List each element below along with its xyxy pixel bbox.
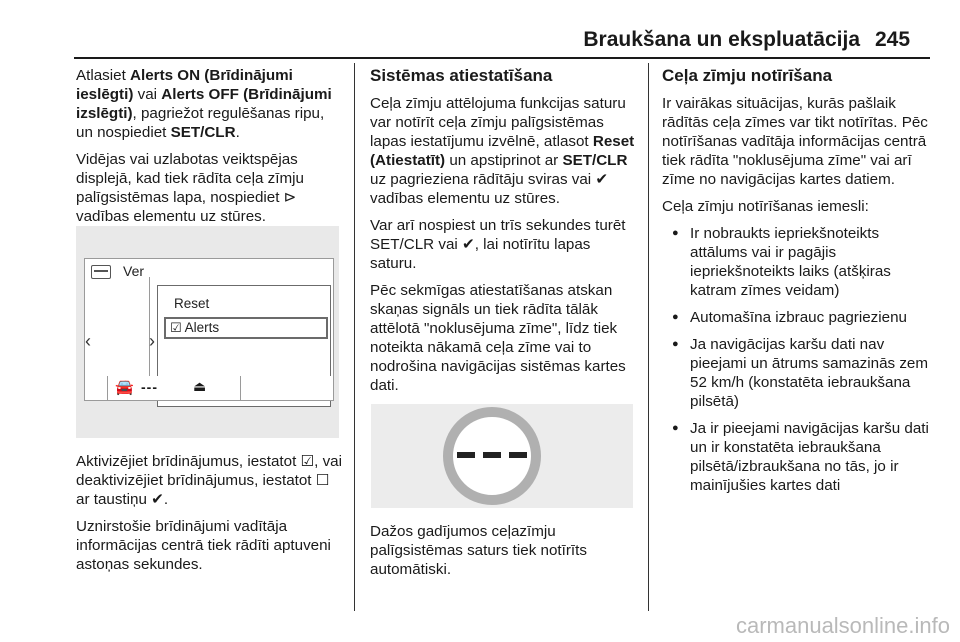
column-left-lower bbox=[76, 452, 344, 582]
chevron-left-icon: ‹ bbox=[85, 331, 91, 351]
figure-settings-menu bbox=[76, 226, 339, 438]
list-item: ● Ja navigācijas karšu dati nav pieejami un ātrums samazinās zem 52 km/h (konstatēta iebraukšana pilsētā) bbox=[662, 335, 932, 411]
paragraph-clearing: Ir vairākas situācijas, kurās pašlaik rādītās ceļa zīmes var tikt notīrītas. Pēc notīrīšanas vadītāja informācijas centrā tiek rādīta "noklusējuma zīme" vai arī zīme no navigācijas kartes datiem. bbox=[662, 95, 928, 188]
paragraph-display: Vidējas vai uzlabotas veiktspējas displejā, kad tiek rādīta ceļa zīmju palīgsistēmas lapa, nospiediet ⊳ vadības elementu uz stūres. bbox=[76, 151, 304, 225]
paragraph-hold: Var arī nospiest un trīs sekundes turēt SET/CLR vai ✔, lai notīrītu lapas saturu. bbox=[370, 217, 626, 272]
column-divider bbox=[648, 63, 649, 611]
car-assist-icon: 🚘 bbox=[115, 379, 134, 396]
default-sign-dash-icon: --- bbox=[141, 379, 158, 395]
text: uz pagrieziena rādītāju sviras vai ✔ vadības elementu uz stūres. bbox=[370, 171, 609, 207]
column-divider bbox=[354, 63, 355, 611]
page-number: 245 bbox=[875, 28, 911, 51]
watermark: carmanualsonline.info bbox=[735, 613, 950, 638]
bold-term: Alerts ON (Brīdinājumi ieslēgti) bbox=[76, 67, 293, 103]
paragraph-alerts-select bbox=[76, 66, 344, 142]
reasons-list bbox=[662, 224, 932, 495]
menu-item-alerts bbox=[164, 317, 328, 339]
paragraph-reset bbox=[370, 94, 636, 208]
display-bottom-bar bbox=[84, 376, 334, 401]
bold-term: Reset (Atiestatīt) bbox=[370, 133, 635, 169]
text: vai bbox=[133, 86, 162, 103]
section-heading-clearing: Ceļa zīmju notīrīšana bbox=[662, 66, 833, 85]
menu-item-alerts-label: Alerts bbox=[184, 320, 220, 335]
paragraph-popup: Uznirstošie brīdinājumi vadītāja informācijas centrā tiek rādīti aptuveni astoņas sekundes. bbox=[76, 518, 331, 573]
text: Ceļa zīmju attēlojuma funkcijas saturu var notīrīt ceļa zīmju palīgsistēmas lapas iestatījumu izvēlnē, atlasot bbox=[370, 95, 626, 150]
menu-item-reset: Reset bbox=[174, 296, 210, 311]
ver-label: Ver bbox=[123, 263, 145, 279]
page-header-title: Braukšana un ekspluatācija bbox=[583, 28, 860, 51]
bold-term: SET/CLR bbox=[562, 152, 628, 169]
header-rule bbox=[74, 57, 930, 59]
column-right bbox=[662, 66, 932, 503]
chevron-right-icon: › bbox=[149, 331, 155, 351]
column-middle-lower bbox=[370, 522, 636, 587]
paragraph-auto-clear: Dažos gadījumos ceļazīmju palīgsistēmas saturs tiek notīrīts automātiski. bbox=[370, 523, 587, 578]
text: un apstiprinot ar bbox=[445, 152, 563, 169]
list-item: ● Ja ir pieejami navigācijas karšu dati un ir konstatēta iebraukšana pilsētā/izbraukšana no tās, jo ir mainījušies kartes dati bbox=[662, 419, 932, 495]
lane-icon: ⏏ bbox=[193, 378, 207, 394]
text: . bbox=[235, 124, 240, 141]
divider bbox=[240, 376, 241, 400]
default-sign-icon bbox=[371, 404, 633, 508]
bold-term: SET/CLR bbox=[170, 124, 236, 141]
paragraph-after-reset: Pēc sekmīgas atiestatīšanas atskan skaņas signāls un tiek rādīta tālāk attēlotā "noklusējuma zīme", līdz tiek noteikta nākamā ceļa zīme vai to nodrošina navigācijas sistēmas kartes dati. bbox=[370, 282, 626, 394]
bold-term: Alerts OFF (Brīdinājumi izslēgti) bbox=[76, 86, 332, 122]
card-icon bbox=[91, 265, 111, 279]
text: Atlasiet bbox=[76, 67, 131, 84]
paragraph-activate: Aktivizējiet brīdinājumus, iestatot ☑, vai deaktivizējiet brīdinājumus, iestatot ☐ ar taustiņu ✔. bbox=[76, 453, 343, 508]
list-item: ● Ir nobraukts iepriekšnoteikts attālums vai ir pagājis iepriekšnoteikts laiks (atšķiras katram zīmes veidam) bbox=[662, 224, 932, 300]
figure-default-sign bbox=[371, 404, 633, 508]
column-left bbox=[76, 66, 344, 234]
paragraph-reasons: Ceļa zīmju notīrīšanas iemesli: bbox=[662, 198, 869, 215]
text: , pagriežot regulēšanas ripu, un nospiediet bbox=[76, 105, 325, 141]
checkbox-checked-icon: ☑ bbox=[170, 320, 182, 335]
divider bbox=[107, 376, 108, 400]
section-heading-reset: Sistēmas atiestatīšana bbox=[370, 66, 553, 85]
column-middle bbox=[370, 66, 636, 403]
list-item: ● Automašīna izbrauc pagriezienu bbox=[662, 308, 932, 327]
